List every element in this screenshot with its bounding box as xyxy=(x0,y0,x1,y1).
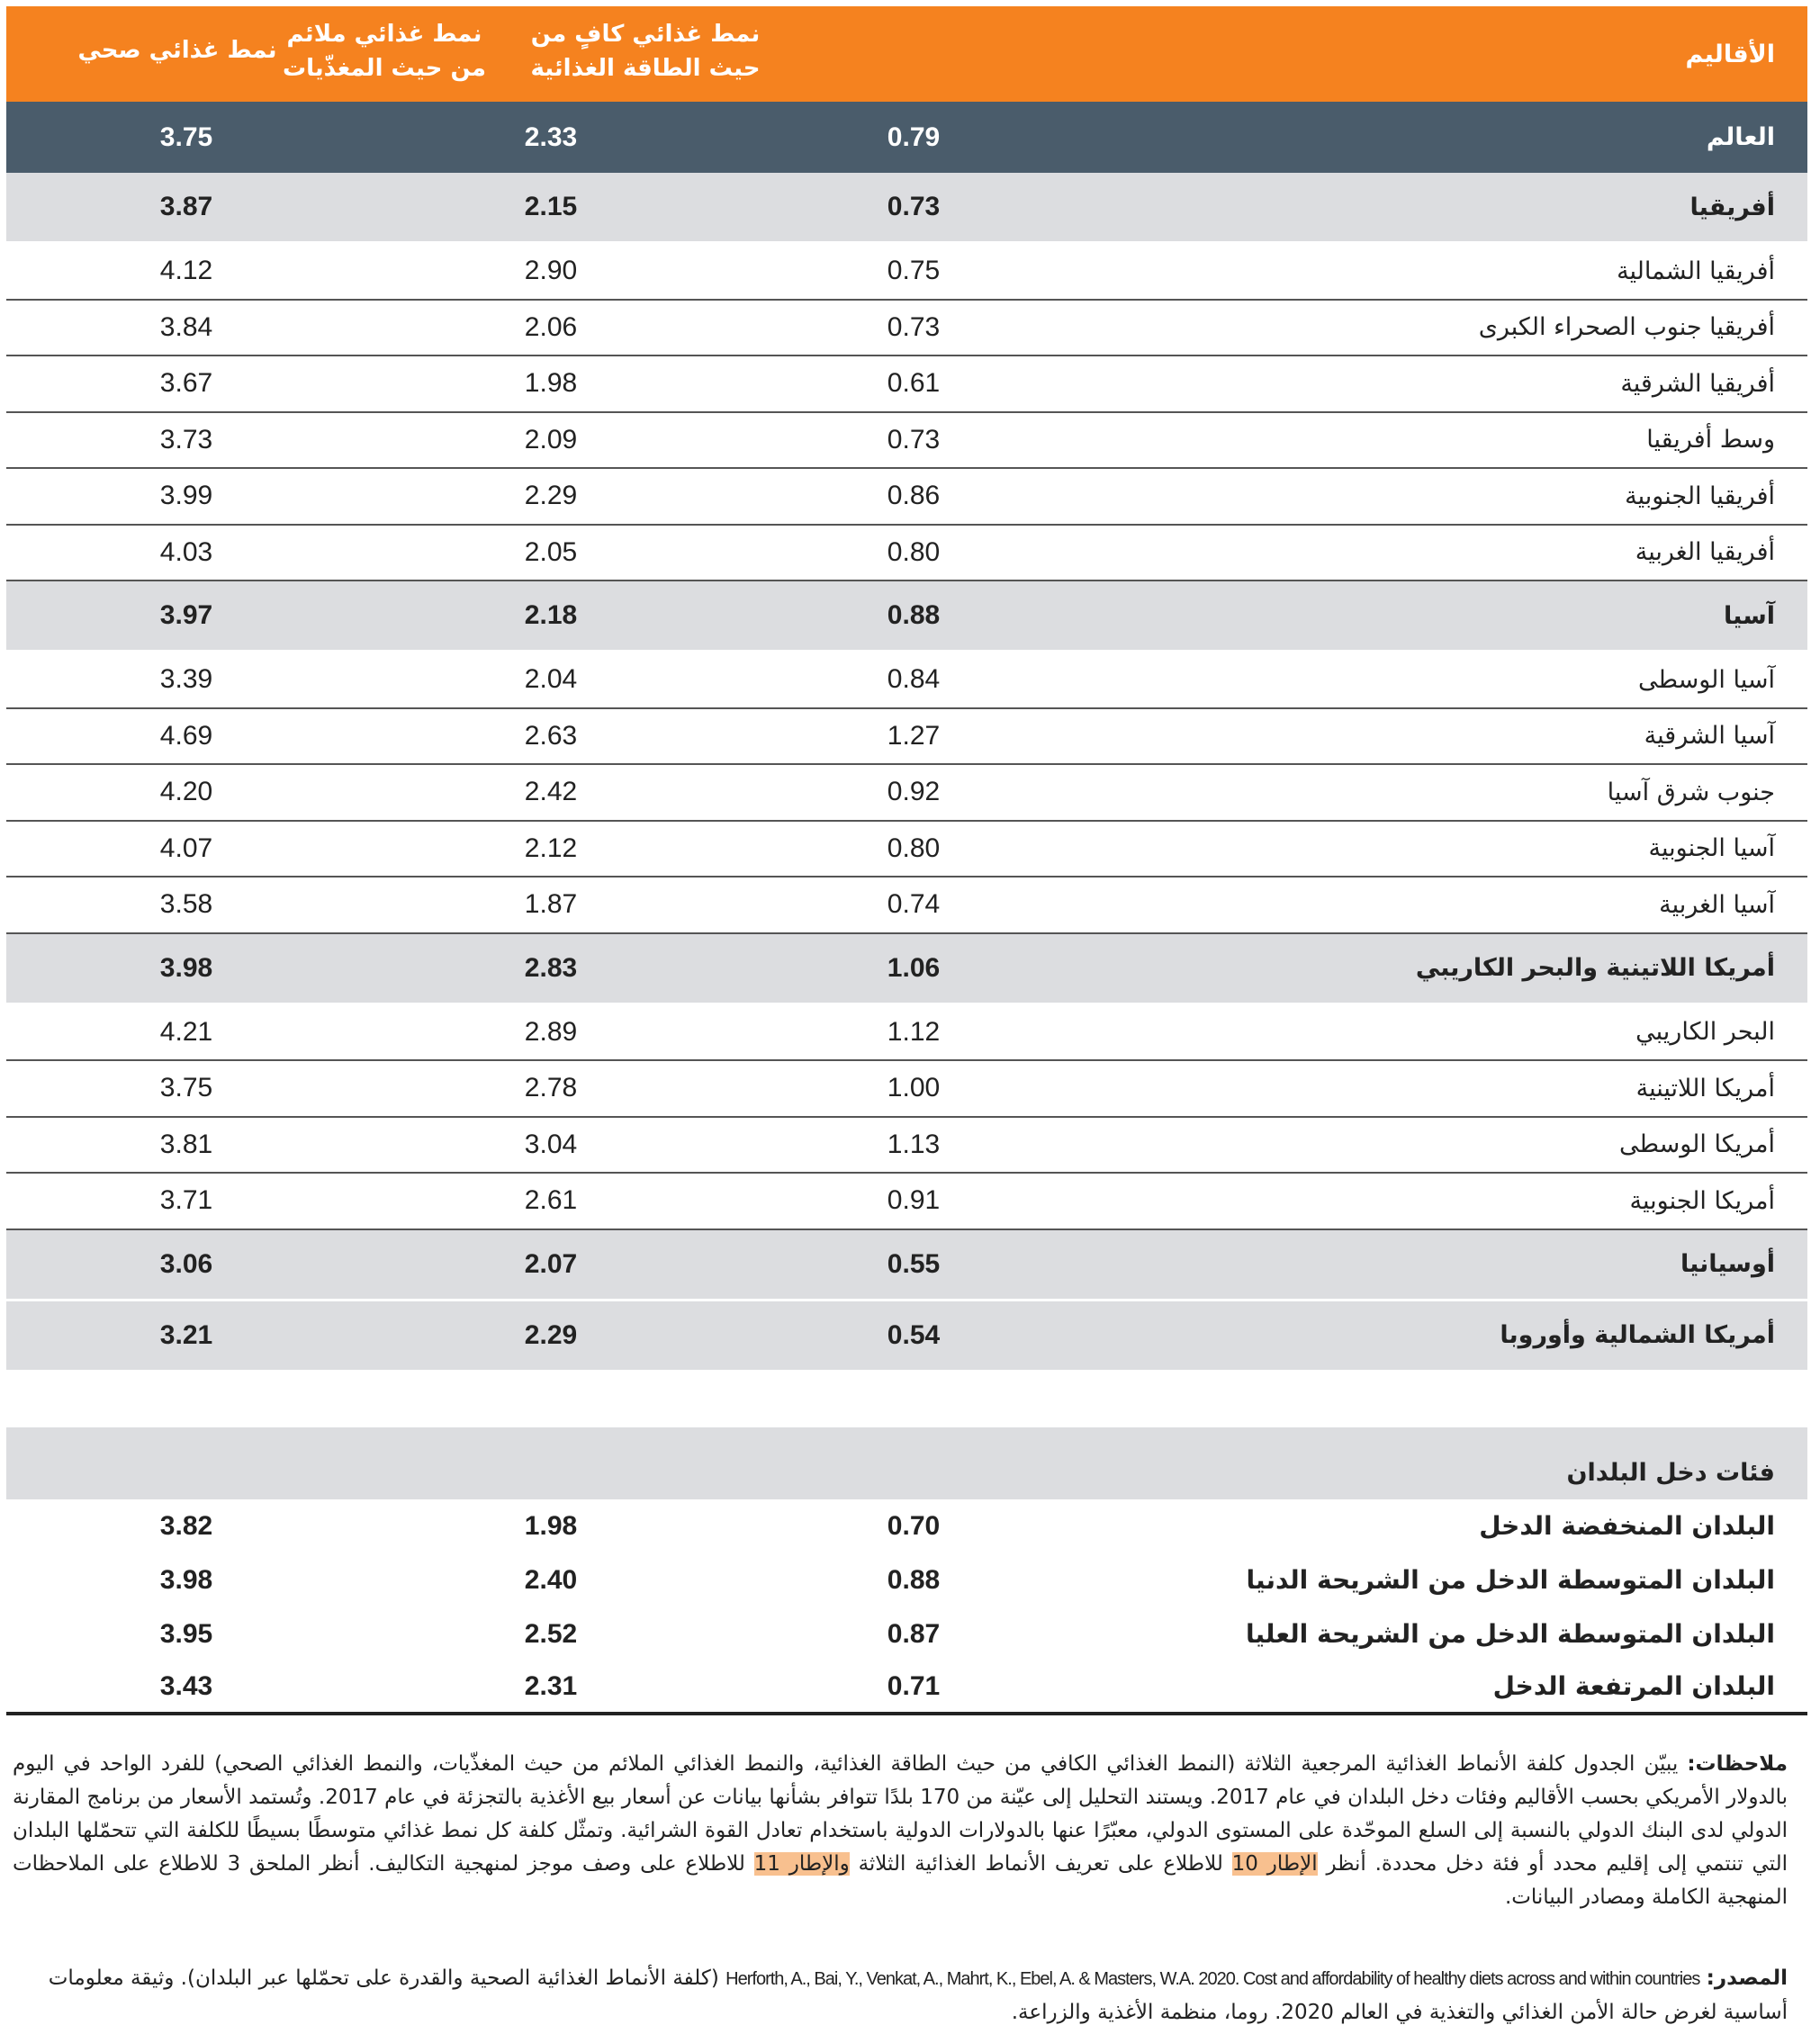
region-name: البحر الكاريبي xyxy=(1635,1018,1775,1047)
value-cell: 3.75 xyxy=(159,122,213,152)
value-cell: 4.03 xyxy=(159,536,213,567)
region-name: جنوب شرق آسيا xyxy=(1607,778,1775,806)
value-cell: 2.89 xyxy=(524,1016,578,1047)
table-row xyxy=(6,765,1807,822)
value-cell: 2.12 xyxy=(524,832,578,863)
value-cell: 2.15 xyxy=(524,192,578,221)
value-cell: 4.21 xyxy=(159,1016,213,1047)
table-row xyxy=(6,244,1807,301)
table-row xyxy=(6,301,1807,357)
region-name: أمريكا اللاتينية والبحر الكاريبي xyxy=(1415,954,1775,982)
source xyxy=(13,1962,1788,2030)
table-row xyxy=(6,709,1807,766)
value-cell: 4.12 xyxy=(159,256,213,286)
table-row xyxy=(6,1118,1807,1174)
source-text: (كلفة الأنماط الغذائية الصحية والقدرة على تحمّلها عبر البلدان). وثيقة معلومات أساسية لغرض حالة الأمن الغذائي والتغذية في العالم 2020. روما، منظمة الأغذية والزراعة. xyxy=(48,1966,1788,2024)
value-cell: 3.73 xyxy=(159,424,213,454)
value-cell: 0.80 xyxy=(887,832,941,863)
value-cell: 2.06 xyxy=(524,311,578,342)
value-cell: 3.81 xyxy=(159,1129,213,1159)
value-cell: 0.70 xyxy=(887,1510,941,1541)
value-cell: 2.83 xyxy=(524,952,578,983)
value-cell: 3.06 xyxy=(159,1248,213,1279)
value-cell: 3.21 xyxy=(159,1319,213,1350)
region-name: أفريقيا جنوب الصحراء الكبرى xyxy=(1478,313,1775,342)
value-cell: 3.75 xyxy=(159,1073,213,1103)
table-row xyxy=(6,934,1807,1005)
value-cell: 2.07 xyxy=(524,1248,578,1279)
table-row xyxy=(6,1499,1807,1553)
notes-text: يبيّن الجدول كلفة الأنماط الغذائية المرجعية الثلاثة (النمط الغذائي الكافي من حيث الطاقة الغذائية، والنمط الغذائي الملائم من حيث المغذّيات، والنمط الغذائي الصحي) للفرد الواحد في اليوم بالدولار الأمريكي بحسب الأقاليم وفئات دخل البلدان في عام 2017. ويستند التحليل إلى عيّنة من 170 بلدًا تتوافر بشأنها بيانات عن أسعار بيع الأغذية بالتجزئة في عام 2017. وتُستمد الأسعار من برنامج المقارنة الدولي لدى البنك الدولي بالنسبة إلى السلع الموحّدة على المستوى الدولي، معبّرًا عنها بالدولارات الدولية باستخدام تعادل القوة الشرائية. وتمثّل كلفة كل نمط غذائي متوسطًا بسيطًا للكلفة التي تتحمّلها البلدان التي تنتمي إلى إقليم محدد أو فئة دخل محددة. أنظر xyxy=(13,1752,1788,1876)
region-name: أمريكا الجنوبية xyxy=(1629,1186,1775,1215)
value-cell: 4.69 xyxy=(159,720,213,751)
value-cell: 0.54 xyxy=(887,1319,941,1350)
value-cell: 0.88 xyxy=(887,1564,941,1595)
income-header xyxy=(6,1427,1807,1499)
value-cell: 0.73 xyxy=(887,424,941,454)
value-cell: 4.20 xyxy=(159,777,213,807)
value-cell: 0.87 xyxy=(887,1618,941,1649)
value-cell: 2.29 xyxy=(524,1319,578,1350)
value-cell: 3.84 xyxy=(159,311,213,342)
table-row xyxy=(6,526,1807,582)
value-cell: 1.98 xyxy=(524,1510,578,1541)
region-name: أمريكا اللاتينية xyxy=(1635,1074,1775,1102)
table-row xyxy=(6,1174,1807,1230)
box-11-link[interactable]: والإطار 11 xyxy=(753,1852,850,1876)
header-healthy: نمط غذائي صحي xyxy=(77,37,277,64)
value-cell: 0.86 xyxy=(887,481,941,511)
value-cell: 2.52 xyxy=(524,1618,578,1649)
value-cell: 2.40 xyxy=(524,1564,578,1595)
table-header xyxy=(6,6,1807,102)
value-cell: 3.99 xyxy=(159,481,213,511)
spacer xyxy=(6,1372,1807,1427)
region-name: آسيا الشرقية xyxy=(1644,722,1775,751)
region-name: أفريقيا الغربية xyxy=(1635,538,1775,567)
value-cell: 0.55 xyxy=(887,1248,941,1279)
value-cell: 3.87 xyxy=(159,192,213,221)
table-row xyxy=(6,878,1807,934)
value-cell: 3.39 xyxy=(159,664,213,695)
value-cell: 2.42 xyxy=(524,777,578,807)
value-cell: 2.90 xyxy=(524,256,578,286)
value-cell: 1.27 xyxy=(887,720,941,751)
region-name: البلدان المنخفضة الدخل xyxy=(1479,1511,1775,1541)
notes-text: للاطلاع على وصف موجز لمنهجية التكاليف. أنظر الملحق 3 للاطلاع على الملاحظات المنهجية الكاملة ومصادر البيانات. xyxy=(13,1852,1788,1909)
income-title: فئات دخل البلدان xyxy=(1566,1458,1775,1487)
value-cell: 2.61 xyxy=(524,1185,578,1216)
value-cell: 2.78 xyxy=(524,1073,578,1103)
value-cell: 3.95 xyxy=(159,1618,213,1649)
value-cell: 0.84 xyxy=(887,664,941,695)
value-cell: 1.12 xyxy=(887,1016,941,1047)
value-cell: 2.04 xyxy=(524,664,578,695)
value-cell: 3.97 xyxy=(159,600,213,630)
region-name: آسيا xyxy=(1724,601,1775,630)
table-row xyxy=(6,173,1807,244)
header-nutrient-adequate: نمط غذائي ملائم من حيث المغذّيات xyxy=(283,21,486,82)
value-cell: 2.09 xyxy=(524,424,578,454)
value-cell: 2.18 xyxy=(524,600,578,630)
table-row xyxy=(6,1661,1807,1715)
table-row xyxy=(6,102,1807,173)
region-name: أفريقيا xyxy=(1689,193,1775,221)
value-cell: 2.31 xyxy=(524,1670,578,1701)
region-name: أفريقيا الجنوبية xyxy=(1625,482,1775,510)
table-row xyxy=(6,1301,1807,1372)
value-cell: 3.98 xyxy=(159,952,213,983)
source-citation: Herforth, A., Bai, Y., Venkat, A., Mahrt, K., Ebel, A. & Masters, W.A. 2020. Cost and affordability of healthy diets across and within countries xyxy=(725,1969,1700,1989)
value-cell: 0.71 xyxy=(887,1670,941,1701)
notes xyxy=(13,1748,1788,1914)
value-cell: 2.33 xyxy=(524,122,578,152)
value-cell: 3.98 xyxy=(159,1564,213,1595)
table-row xyxy=(6,652,1807,709)
region-name: أوسيانيا xyxy=(1680,1250,1775,1278)
region-name: أمريكا الوسطى xyxy=(1618,1130,1775,1159)
table-row xyxy=(6,1607,1807,1661)
value-cell: 0.88 xyxy=(887,600,941,630)
value-cell: 2.63 xyxy=(524,720,578,751)
table-row xyxy=(6,1553,1807,1607)
table-row xyxy=(6,356,1807,413)
value-cell: 1.98 xyxy=(524,368,578,399)
value-cell: 2.29 xyxy=(524,481,578,511)
value-cell: 0.73 xyxy=(887,192,941,221)
value-cell: 2.05 xyxy=(524,536,578,567)
box-10-link[interactable]: الإطار 10 xyxy=(1231,1852,1318,1876)
header-energy-sufficient: نمط غذائي كافٍ من حيث الطاقة الغذائية xyxy=(530,21,761,82)
value-cell: 3.71 xyxy=(159,1185,213,1216)
value-cell: 1.00 xyxy=(887,1073,941,1103)
notes-text: للاطلاع على تعريف الأنماط الغذائية الثلاثة xyxy=(849,1852,1232,1876)
value-cell: 0.73 xyxy=(887,311,941,342)
value-cell: 3.67 xyxy=(159,368,213,399)
value-cell: 0.79 xyxy=(887,122,941,152)
value-cell: 1.13 xyxy=(887,1129,941,1159)
region-name: البلدان المرتفعة الدخل xyxy=(1492,1671,1775,1701)
value-cell: 0.91 xyxy=(887,1185,941,1216)
region-name: أفريقيا الشمالية xyxy=(1617,256,1775,285)
table-row xyxy=(6,413,1807,470)
region-name: العالم xyxy=(1706,123,1775,151)
value-cell: 0.61 xyxy=(887,368,941,399)
region-name: أمريكا الشمالية وأوروبا xyxy=(1500,1321,1775,1349)
table-row xyxy=(6,1230,1807,1301)
table-row xyxy=(6,822,1807,878)
header-region: الأقاليم xyxy=(1685,40,1775,68)
value-cell: 3.43 xyxy=(159,1670,213,1701)
source-label: المصدر: xyxy=(1706,1966,1788,1990)
table-row xyxy=(6,581,1807,652)
value-cell: 4.07 xyxy=(159,832,213,863)
table-row xyxy=(6,1061,1807,1118)
region-name: أفريقيا الشرقية xyxy=(1620,369,1775,398)
notes-label: ملاحظات: xyxy=(1687,1752,1788,1776)
value-cell: 3.58 xyxy=(159,889,213,920)
value-cell: 3.82 xyxy=(159,1510,213,1541)
table-row xyxy=(6,469,1807,526)
value-cell: 0.92 xyxy=(887,777,941,807)
region-name: آسيا الجنوبية xyxy=(1648,834,1775,863)
region-name: وسط أفريقيا xyxy=(1646,426,1775,454)
region-name: آسيا الوسطى xyxy=(1637,665,1775,694)
region-name: البلدان المتوسطة الدخل من الشريحة الدنيا xyxy=(1246,1565,1775,1595)
value-cell: 0.80 xyxy=(887,536,941,567)
region-name: البلدان المتوسطة الدخل من الشريحة العليا xyxy=(1245,1619,1775,1649)
cost-table xyxy=(6,6,1807,1715)
value-cell: 0.74 xyxy=(887,889,941,920)
table-row xyxy=(6,1005,1807,1062)
value-cell: 1.87 xyxy=(524,889,578,920)
value-cell: 1.06 xyxy=(887,952,941,983)
region-name: آسيا الغربية xyxy=(1659,890,1775,919)
value-cell: 3.04 xyxy=(524,1129,578,1159)
value-cell: 0.75 xyxy=(887,256,941,286)
